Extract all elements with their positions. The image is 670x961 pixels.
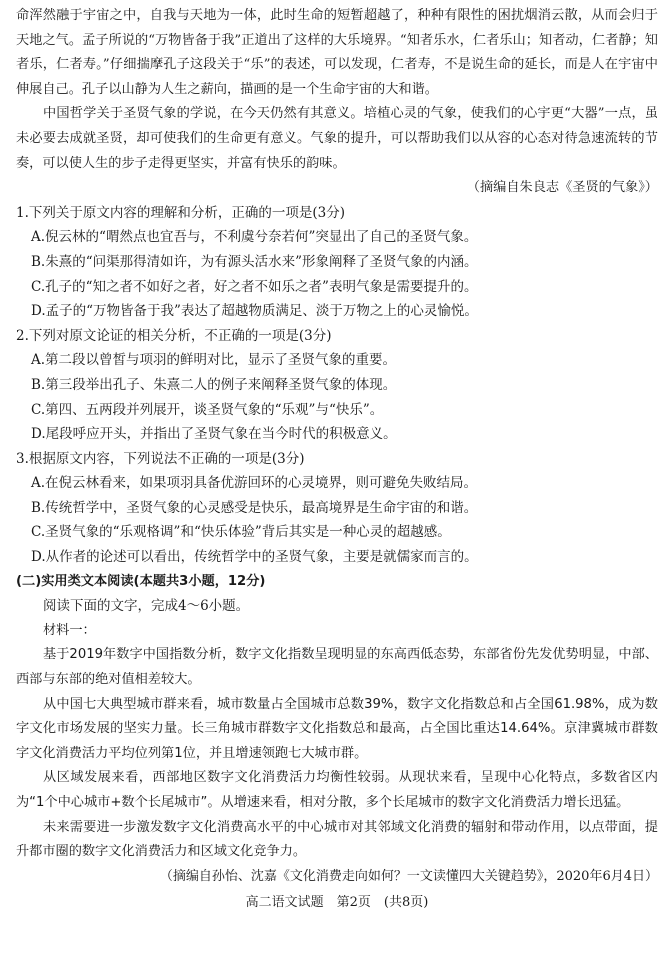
question-option: A.在倪云林看来，如果项羽具备优游回环的心灵境界，则可避免失败结局。	[31, 475, 478, 492]
question-option: D.孟子的“万物皆备于我”表达了超越物质满足、淡于万物之上的心灵愉悦。	[31, 303, 478, 320]
material-paragraph: 未来需要进一步激发数字文化消费高水平的中心城市对其邻域文化消费的辐射和带动作用，以点带面，提升都市圈的数字文化消费活力和区域文化竞争力。	[16, 819, 658, 860]
question-option: B.第三段举出孔子、朱熹二人的例子来阐释圣贤气象的体现。	[31, 376, 397, 393]
question-option: C.第四、五两段并列展开，谈圣贤气象的“乐观”与“快乐”。	[31, 401, 384, 418]
question-option: A.第二段以曾皙与项羽的鲜明对比，显示了圣贤气象的重要。	[31, 352, 397, 369]
passage-paragraph: 命浑然融于宇宙之中，自我与天地为一体，此时生命的短暂超越了，种种有限性的困扰烟消云散，从而会归于天地之气。孟子所说的“万物皆备于我”正道出了这样的大乐境界。“知者乐水，仁者乐山；知者动，仁者静；知者乐，仁者寿。”仔细揣摩孔子这段关于“乐”的表述，可以发现，仁者寿，不是说生命的延长，而是人在宇宙中伸展自己。孔子以山静为人生之薪向，描画的是一个生命宇宙的大和谐。	[16, 8, 658, 97]
question-stem: 3.根据原文内容，下列说法不正确的一项是(3分)	[16, 450, 305, 467]
question-stem: 1.下列关于原文内容的理解和分析，正确的一项是(3分)	[16, 204, 346, 221]
question-option: D.尾段呼应开头，并指出了圣贤气象在当今时代的积极意义。	[31, 426, 397, 443]
passage-paragraph: 中国哲学关于圣贤气象的学说，在今天仍然有其意义。培植心灵的气象，使我们的心宇更“大器”一点，虽未必要去成就圣贤，却可使我们的生命更有意义。气象的提升，可以帮助我们以从容的心态对待急速流转的节奏，可以使人生的步子走得更坚实，并富有快乐的韵味。	[16, 106, 658, 171]
passage-source: （摘编自朱良志《圣贤的气象》）	[466, 180, 658, 196]
section-instruction: 阅读下面的文字，完成4～6小题。	[43, 598, 250, 615]
question-stem: 2.下列对原文论证的相关分析，不正确的一项是(3分)	[16, 327, 332, 344]
question-option: A.倪云林的“喟然点也宜吾与，不利虞兮奈若何”突显出了自己的圣贤气象。	[31, 229, 478, 246]
material-label: 材料一：	[43, 622, 96, 638]
question-option: B.朱熹的“问渠那得清如许，为有源头活水来”形象阐释了圣贤气象的内涵。	[31, 253, 478, 270]
material-paragraph: 基于2019年数字中国指数分析，数字文化指数呈现明显的东高西低态势，东部省份先发优势明显，中部、西部与东部的绝对值相差较大。	[16, 647, 658, 688]
material-paragraph: 从区域发展来看，西部地区数字文化消费活力均衡性较弱。从现状来看，呈现中心化特点，多数省区内为“1个中心城市+数个长尾城市”。从增速来看，相对分散，多个长尾城市的数字文化消费活力增长迅猛。	[16, 770, 658, 810]
material-source: （摘编自孙怡、沈嘉《文化消费走向如何？一文读懂四大关键趋势》，2020年6月4日）	[159, 868, 658, 884]
material-paragraph: 从中国七大典型城市群来看，城市数量占全国城市总数39%，数字文化指数总和占全国61.98%，成为数字文化市场发展的坚实力量。长三角城市群数字文化指数总和最高，占全国比重达14.64%。京津冀城市群数字文化消费活力平均位列第1位，并且增速领跑七大城市群。	[16, 696, 658, 761]
exam-page	[16, 4, 658, 916]
question-option: C.孔子的“知之者不如好之者，好之者不如乐之者”表明气象是需要提升的。	[31, 278, 478, 295]
question-option: C.圣贤气象的“乐观格调”和“快乐体验”背后其实是一种心灵的超越感。	[31, 524, 451, 541]
question-option: B.传统哲学中，圣贤气象的心灵感受是快乐，最高境界是生命宇宙的和谐。	[31, 499, 478, 516]
page-footer: 高二语文试题 第2页 (共8页)	[245, 895, 429, 911]
section-heading: (二)实用类文本阅读(本题共3小题，12分)	[16, 573, 266, 589]
question-option: D.从作者的论述可以看出，传统哲学中的圣贤气象，主要是就儒家而言的。	[31, 549, 478, 566]
